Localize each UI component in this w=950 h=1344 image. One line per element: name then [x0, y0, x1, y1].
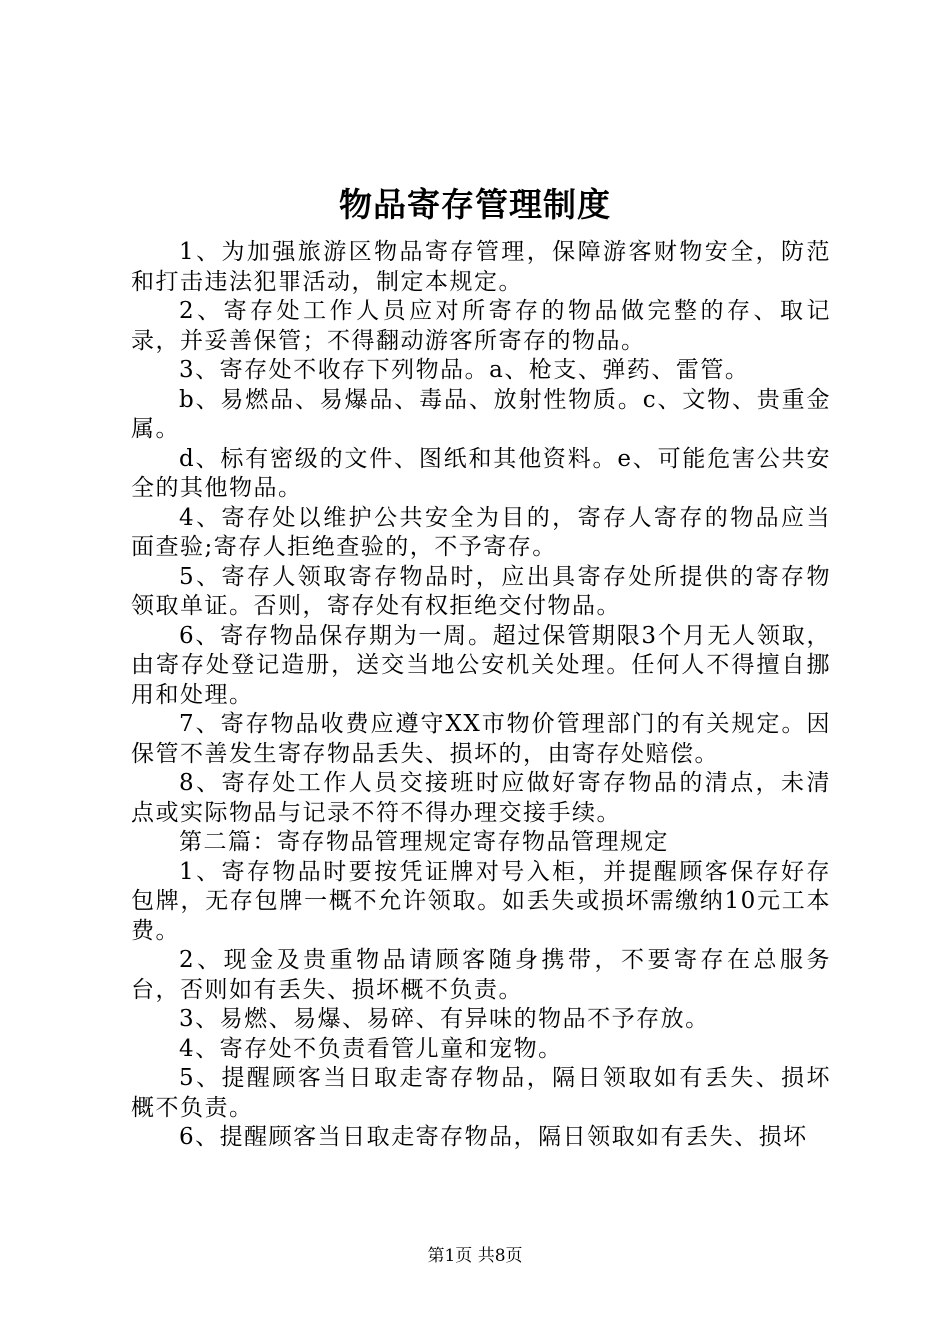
rule-2: 2、现金及贵重物品请顾客随身携带，不要寄存在总服务台，否则如有丢失、损坏概不负责。: [131, 947, 831, 1003]
paragraph-3: 3、寄存处不收存下列物品。a、枪支、弹药、雷管。: [179, 357, 750, 383]
document-title: 物品寄存管理制度: [339, 185, 611, 224]
paragraph-6: 6、寄存物品保存期为一周。超过保管期限3个月无人领取，由寄存处登记造册，送交当地公安机关处理。任何人不得擅自挪用和处理。: [131, 622, 831, 708]
rule-1: 1、寄存物品时要按凭证牌对号入柜，并提醒顾客保存好存包牌，无存包牌一概不允许领取。如丢失或损坏需缴纳10元工本费。: [131, 858, 831, 944]
section-heading: 第二篇：寄存物品管理规定寄存物品管理规定: [179, 829, 669, 855]
rule-4: 4、寄存处不负责看管儿童和宠物。: [179, 1035, 563, 1062]
rule-5: 5、提醒顾客当日取走寄存物品，隔日领取如有丢失、损坏概不负责。: [131, 1065, 831, 1121]
paragraph-7: 7、寄存物品收费应遵守XX市物价管理部门的有关规定。因保管不善发生寄存物品丢失、损坏的，由寄存处赔偿。: [131, 711, 831, 767]
rule-3: 3、易燃、易爆、易碎、有异味的物品不予存放。: [179, 1006, 710, 1032]
document-body: [131, 238, 831, 1153]
paragraph-8: 8、寄存处工作人员交接班时应做好寄存物品的清点，未清点或实际物品与记录不符不得办理交接手续。: [131, 770, 831, 826]
paragraph-4: 4、寄存处以维护公共安全为目的，寄存人寄存的物品应当面查验;寄存人拒绝查验的，不予寄存。: [131, 504, 831, 560]
rule-6: 6、提醒顾客当日取走寄存物品，隔日领取如有丢失、损坏: [179, 1124, 808, 1150]
paragraph-1: 1、为加强旅游区物品寄存管理，保障游客财物安全，防范和打击违法犯罪活动，制定本规定。: [131, 239, 831, 295]
paragraph-2: 2、寄存处工作人员应对所寄存的物品做完整的存、取记录，并妥善保管；不得翻动游客所寄存的物品。: [131, 298, 831, 354]
paragraph-3b: b、易燃品、易爆品、毒品、放射性物质。c、文物、贵重金属。: [131, 386, 831, 442]
paragraph-5: 5、寄存人领取寄存物品时，应出具寄存处所提供的寄存物领取单证。否则，寄存处有权拒绝交付物品。: [131, 563, 831, 619]
paragraph-3d: d、标有密级的文件、图纸和其他资料。e、可能危害公共安全的其他物品。: [131, 445, 831, 501]
page-footer: 第1页 共8页: [427, 1246, 523, 1266]
